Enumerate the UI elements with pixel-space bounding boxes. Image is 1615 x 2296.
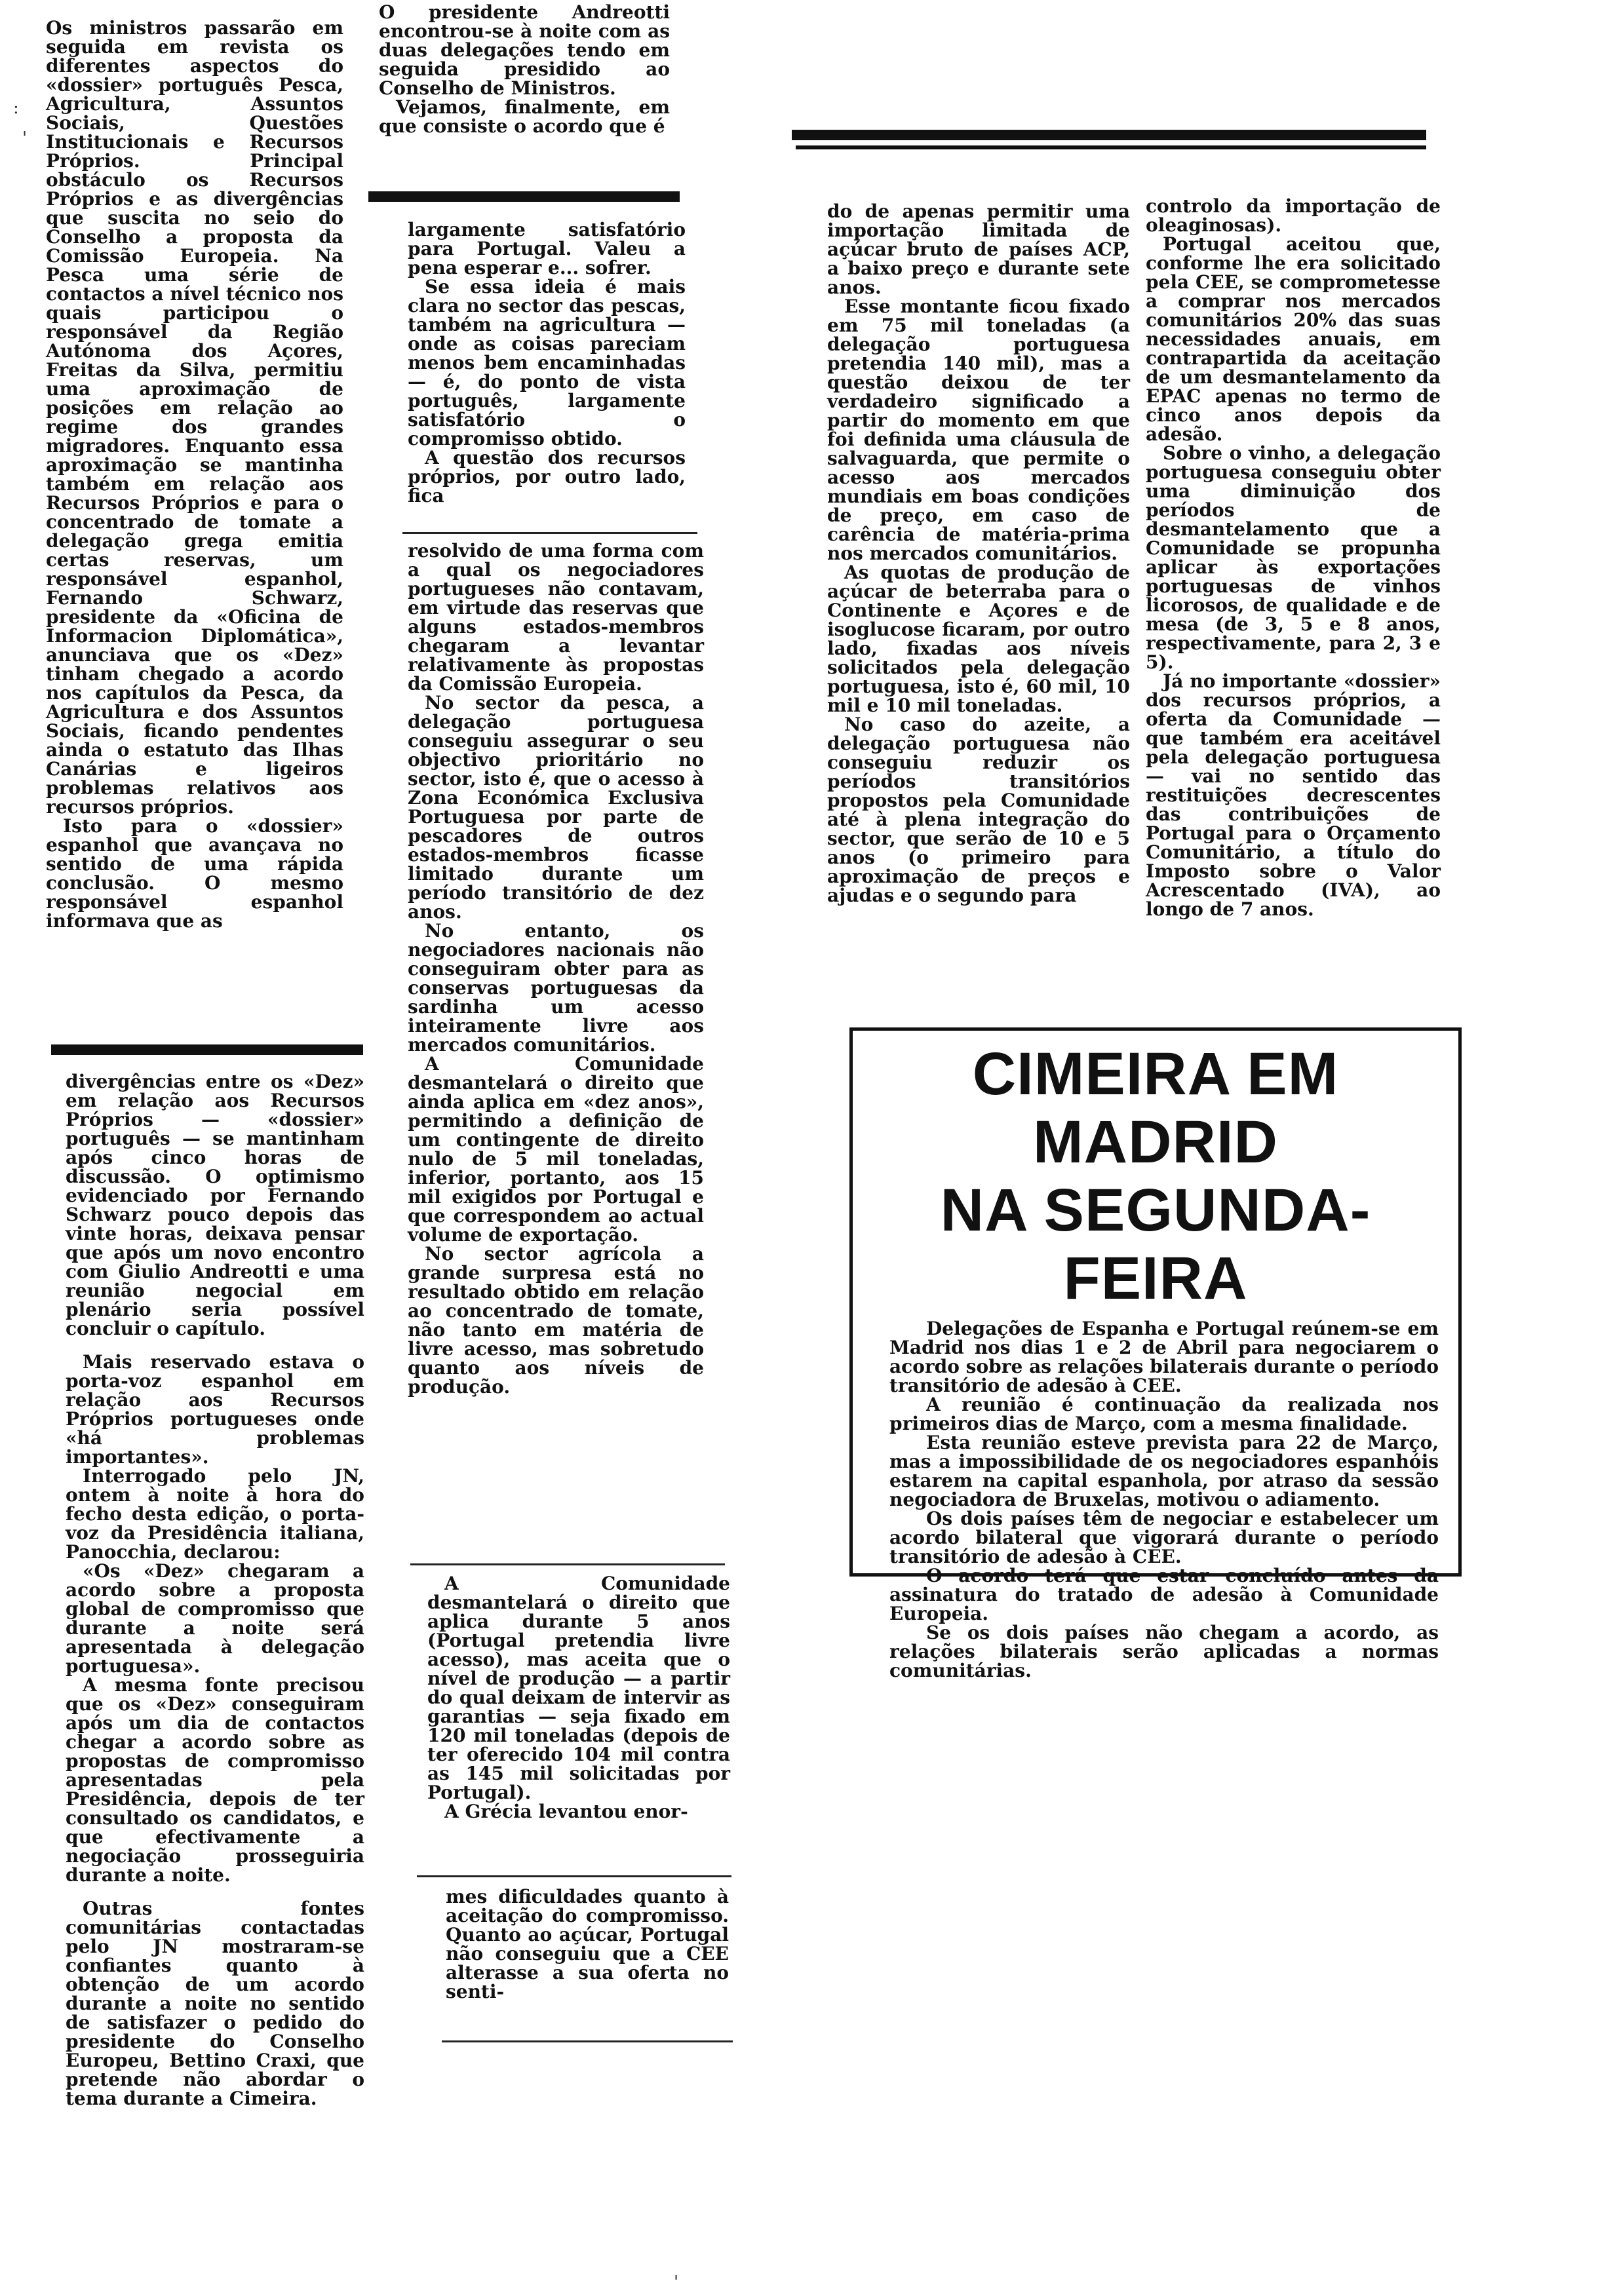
paragraph: divergências entre os «Dez» em relação aos Recursos Próprios — «dossier» português — se mantinham após cinco horas de discussão. O optimismo evidenciado por Fernando Schwarz pouco depois das vinte horas, deixava pensar que após um novo encontro com Giulio Andreotti e uma reunião negocial em plenário seria possível concluir o capítulo. — [66, 1071, 364, 1339]
box-paragraph: Os dois países têm de negociar e estabelecer um acordo bilateral que vigorará durante o período transitório de adesão à CEE. — [889, 1508, 1439, 1567]
paragraph: Vejamos, finalmente, em que consiste o acordo que é — [379, 96, 670, 137]
paragraph: O presidente Andreotti encontrou-se à noite com as duas delegações tendo em seguida presidido ao Conselho de Ministros. — [379, 1, 670, 99]
section-divider-bar — [792, 130, 1426, 140]
paragraph: Outras fontes comunitárias contactadas pelo JN mostraram-se confiantes quanto à obtenção de um acordo durante a noite no sentido de satisfazer o pedido do presidente do Conselho Europeu, Bettino Craxi, que pretende não abordar o tema durante a Cimeira. — [66, 1898, 364, 2109]
paragraph: Mais reservado estava o porta-voz espanhol em relação aos Recursos Próprios portugueses onde «há problemas importantes». — [66, 1351, 364, 1468]
paragraph: No caso do azeite, a delegação portuguesa não conseguiu reduzir os períodos transitórios propostos pela Comunidade até à plena integração do sector, que serão de 10 e 5 anos (o primeiro para aproximação de preços e ajudas e o segundo para — [827, 714, 1130, 906]
box-paragraph: Esta reunião esteve prevista para 22 de Março, mas a impossibilidade de os negociadores espanhóis estarem na capital espanhola, por atraso da sessão negociadora de Bruxelas, motivou o adiamento. — [889, 1432, 1439, 1510]
column-3 — [827, 202, 1130, 905]
paragraph: Se essa ideia é mais clara no sector das pescas, também na agricultura — onde as coisas pareciam menos bem encaminhadas — é, do ponto de vista português, largamente satisfatório o compromisso obtido. — [408, 276, 686, 450]
box-body — [889, 1319, 1439, 1680]
column-end-line — [442, 2040, 733, 2042]
scan-mark: ' — [22, 128, 28, 148]
paragraph: Os ministros passarão em seguida em revista os diferentes aspectos do «dossier» português Pesca, Agricultura, Assuntos Sociais, Questões Institucionais e Recursos Próprios. Principal obstáculo os Recursos Próprios e as divergências que suscita no seio do Conselho a proposta da Comissão Europeia. Na Pesca uma série de contactos a nível técnico nos quais participou o responsável da Região Autónoma dos Açores, Freitas da Silva, permitiu uma aproximação de posições em relação ao regime dos grandes migradores. Enquanto essa aproximação se mantinha também em relação aos Recursos Próprios e para o concentrado de tomate a delegação grega emitia certas reservas, um responsável espanhol, Fernando Schwarz, presidente da «Oficina de Informacion Diplomática», anunciava que os «Dez» tinham chegado a acordo nos capítulos da Pesca, da Agricultura e dos Assuntos Sociais, ficando pendentes ainda o estatuto das Ilhas Canárias e ligeiros problemas relativos aos recursos próprios. — [46, 17, 343, 818]
box-paragraph: Se os dois países não chegam a acordo, as relações bilaterais serão aplicadas a normas comunitárias. — [889, 1622, 1439, 1681]
column-2-top — [379, 3, 670, 136]
boxed-article — [849, 1027, 1462, 1681]
paragraph: Isto para o «dossier» espanhol que avançava no sentido de uma rápida conclusão. O mesmo responsável espanhol informava que as — [46, 815, 343, 932]
scan-mark: : — [13, 98, 19, 118]
paragraph: As quotas de produção de açúcar de beterraba para o Continente e Açores e de isoglucose ficaram, por outro lado, fixadas aos níveis solicitados pela delegação portuguesa, isto é, 60 mil, 10 mil e 10 mil toneladas. — [827, 562, 1130, 716]
paragraph: controlo da importação de oleaginosas). — [1146, 195, 1441, 236]
column-2-section-e — [446, 1887, 729, 2001]
box-paragraph: Delegações de Espanha e Portugal reúnem-se em Madrid nos dias 1 e 2 de Abril para negociarem o acordo sobre as relações bilaterais durante o período transitório de adesão à CEE. — [889, 1318, 1439, 1396]
box-paragraph: O acordo terá que estar concluído antes da assinatura do tratado de adesão à Comunidade Europeia. — [889, 1565, 1439, 1624]
paragraph: A questão dos recursos próprios, por outro lado, fica — [408, 447, 686, 507]
paragraph: do de apenas permitir uma importação limitada de açúcar bruto de países ACP, a baixo preço e durante sete anos. — [827, 201, 1130, 298]
column-divider-line — [417, 1875, 731, 1877]
paragraph: A Grécia levantou enor- — [444, 1801, 688, 1822]
paragraph: A Comunidade desmantelará o direito que ainda aplica em «dez anos», permitindo a definição de um contingente de direito nulo de 5 mil toneladas, inferior, portanto, aos 15 mil exigidos por Portugal e que correspondem ao actual volume de exportação. — [408, 1053, 704, 1246]
paragraph: mes dificuldades quanto à aceitação do compromisso. Quanto ao açúcar, Portugal não conseguiu que a CEE alterasse a sua oferta no senti- — [446, 1886, 729, 2002]
column-divider-bar — [51, 1044, 363, 1055]
section-divider-bar-lower — [796, 145, 1426, 149]
paragraph: A mesma fonte precisou que os «Dez» conseguiram após um dia de contactos chegar a acordo sobre as propostas de compromisso apresentadas pela Presidência, depois de ter consultado os candidatos, e que efectivamente a negociação prosseguiria durante a noite. — [66, 1674, 364, 1886]
paragraph: Esse montante ficou fixado em 75 mil toneladas (a delegação portuguesa pretendia 140 mil), mas a questão deixou de ter verdadeiro significado a partir do momento em que foi definida uma cláusula de salvaguarda, que permite o acesso aos mercados mundiais em boas condições de preço, em caso de carência de matéria-prima nos mercados comunitários. — [827, 296, 1130, 564]
column-2-section-c — [408, 541, 704, 1396]
column-2-section-d — [427, 1574, 730, 1821]
paragraph: largamente satisfatório para Portugal. Valeu a pena esperar e... sofrer. — [408, 219, 686, 278]
column-1-bottom — [66, 1072, 364, 2108]
scan-mark: ' — [674, 2272, 679, 2292]
paragraph: resolvido de uma forma com a qual os negociadores portugueses não contavam, em virtude das reservas que alguns estados-membros chegaram a levantar relativamente às propostas da Comissão Europeia. — [408, 540, 704, 695]
column-1-top — [46, 18, 343, 930]
column-4 — [1146, 197, 1441, 919]
paragraph: Interrogado pelo JN, ontem à noite à hora do fecho desta edição, o porta-voz da Presidência italiana, Panocchia, declarou: — [66, 1465, 364, 1563]
box-headline-line-2: NA SEGUNDA-FEIRA — [940, 1177, 1371, 1312]
column-divider-line — [402, 532, 697, 534]
paragraph: Já no importante «dossier» dos recursos próprios, a oferta da Comunidade — que também era aceitável pela delegação portuguesa — vai no sentido das restituições decrescentes das contribuições de Portugal para o Orçamento Comunitário, a título do Imposto sobre o Valor Acrescentado (IVA), ao longo de 7 anos. — [1146, 670, 1441, 920]
box-paragraph: A reunião é continuação da realizada nos primeiros dias de Março, com a mesma finalidade. — [889, 1394, 1439, 1434]
box-headline-line-1: CIMEIRA EM MADRID — [972, 1041, 1339, 1176]
paragraph: Portugal aceitou que, conforme lhe era solicitado pela CEE, se comprometesse a comprar nos mercados comunitários 20% das suas necessidades anuais, em contrapartida da aceitação de um desmantelamento da EPAC apenas no termo de cinco anos depois da adesão. — [1146, 233, 1441, 445]
paragraph: A Comunidade desmantelará o direito que aplica durante 5 anos (Portugal pretendia livre acesso), mas aceita que o nível de produção — a partir do qual deixam de intervir as garantias — seja fixado em 120 mil toneladas (depois de ter oferecido 104 mil contra as 145 mil solicitadas por Portugal). — [427, 1573, 730, 1803]
column-2-section-b — [408, 220, 686, 505]
column-divider-line — [410, 1563, 725, 1565]
column-divider-bar — [368, 191, 680, 202]
quote-paragraph: «Os «Dez» chegaram a acordo sobre a proposta global de compromisso que durante a noite será apresentada à delegação portuguesa». — [66, 1560, 364, 1677]
paragraph: No sector da pesca, a delegação portuguesa conseguiu assegurar o seu objectivo prioritário no sector, isto é, que o acesso à Zona Económica Exclusiva Portuguesa por parte de pescadores de outros estados-membros ficasse limitado durante um período transitório de dez anos. — [408, 692, 704, 923]
paragraph: No sector agrícola a grande surpresa está no resultado obtido em relação ao concentrado de tomate, não tanto em matéria de livre acesso, mas sobretudo quanto aos níveis de produção. — [408, 1243, 704, 1398]
paragraph: No entanto, os negociadores nacionais não conseguiram obter para as conservas portuguesas da sardinha um acesso inteiramente livre aos mercados comunitários. — [408, 920, 704, 1056]
paragraph: Sobre o vinho, a delegação portuguesa conseguiu obter uma diminuição dos períodos de desmantelamento que a Comunidade se propunha aplicar às exportações portuguesas de vinhos licorosos, de qualidade e de mesa (de 3, 5 e 8 anos, respectivamente, para 2, 3 e 5). — [1146, 442, 1441, 673]
